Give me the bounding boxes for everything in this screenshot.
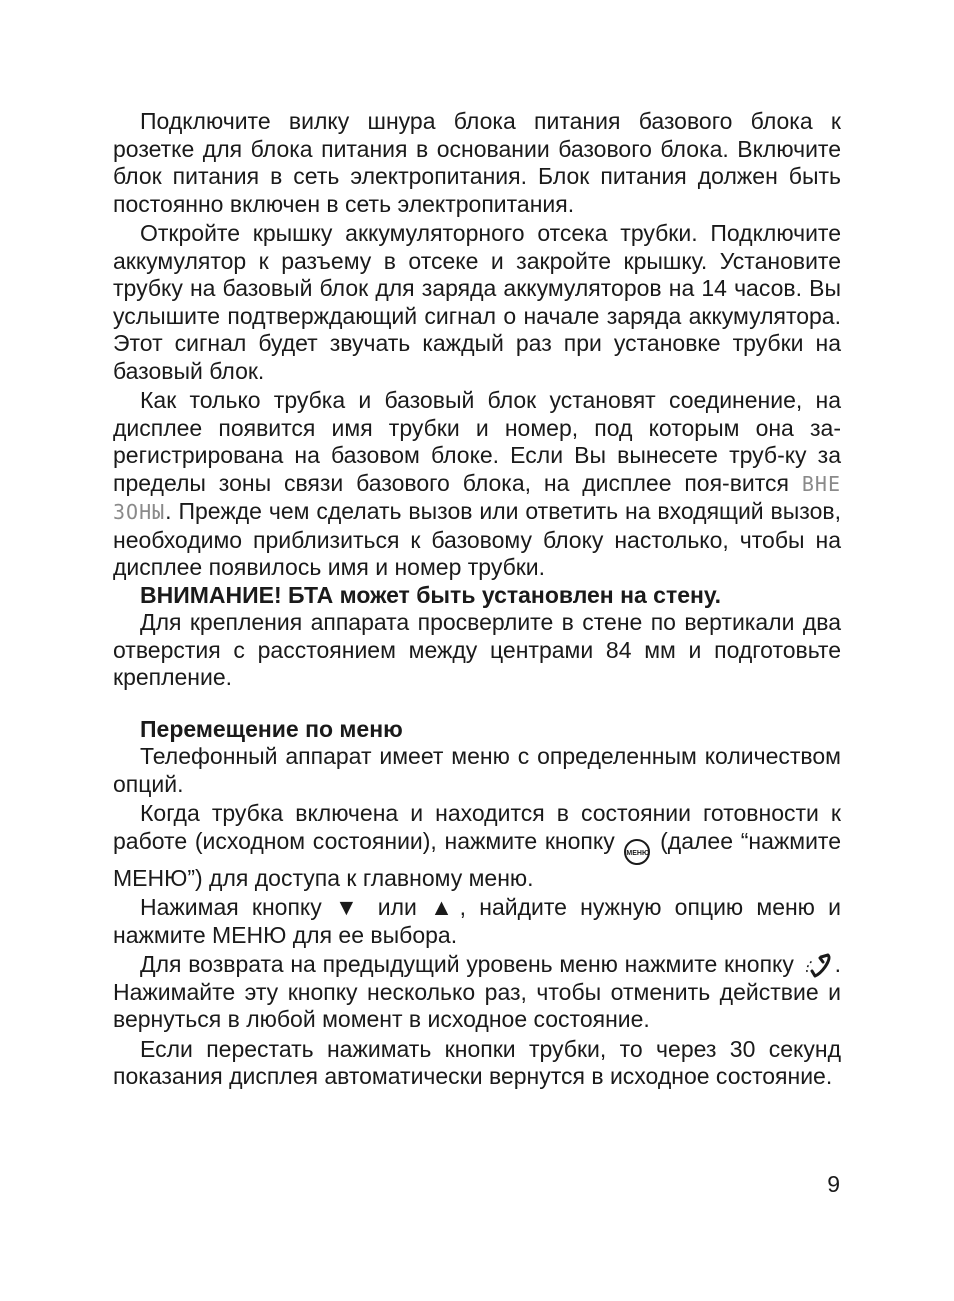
paragraph-timeout: Если перестать нажимать кнопки трубки, то через 30 секунд показания дисплея автоматически вернутся в исходное состояние. xyxy=(113,1035,841,1089)
menu-back-text-start: Для возврата на предыдущий уровень меню нажмите кнопку xyxy=(140,951,801,977)
handset-back-icon xyxy=(801,952,835,978)
paragraph-power: Подключите вилку шнура блока питания базового блока к розетке для блока питания в основании базового блока. Включите блок питания в сеть электропитания. Блок питания должен быть постоянно включен в сеть электропитания. xyxy=(113,108,841,217)
paragraph-wall-mount: Для крепления аппарата просверлите в стене по вертикали два отверстия с расстоянием между центрами 84 мм и подготовьте крепление. xyxy=(113,609,841,690)
section-title-menu-navigation: Перемещение по меню xyxy=(140,715,403,742)
paragraph-menu-back xyxy=(113,951,841,1034)
lcd-out-of-range-text: ВНЕ ЗОНЫ xyxy=(113,471,841,524)
page-number: 9 xyxy=(827,1171,840,1197)
connection-text-start: Как только трубка и базовый блок установят соединение, на дисплее появится имя трубки и номер, под которым она за-регистрирована на базовом блоке. Если Вы вынесете труб-ку за пределы зоны связи базового блока, на дисплее поя-вится xyxy=(113,387,841,496)
menu-open-text-end: (далее “нажмите МЕНЮ”) для доступа к главному меню. xyxy=(113,827,841,891)
section-spacer xyxy=(113,692,841,716)
paragraph-menu-scroll: Нажимая кнопку ▼ или ▲, найдите нужную опцию меню и нажмите МЕНЮ для ее выбора. xyxy=(113,894,841,948)
paragraph-menu-intro: Телефонный аппарат имеет меню с определенным количеством опций. xyxy=(113,743,841,797)
paragraph-battery: Откройте крышку аккумуляторного отсека трубки. Подключите аккумулятор к разъему в отсеке и закройте крышку. Установите трубку на базовый блок для заряда аккумуляторов на 14 часов. Вы услышите подтверждающий сигнал о начале заряда аккумулятора. Этот сигнал будет звучать каждый раз при установке трубки на базовый блок. xyxy=(113,220,841,384)
connection-text-end: . Прежде чем сделать вызов или ответить на входящий вызов, необходимо приблизиться к базовому блоку настолько, чтобы на дисплее появилось имя и номер трубки. xyxy=(113,498,841,580)
menu-button-label: МЕНЮ xyxy=(626,849,650,857)
paragraph-connection xyxy=(113,387,841,582)
manual-page xyxy=(113,108,841,1091)
paragraph-menu-open xyxy=(113,800,841,892)
menu-back-text-end: . Нажимайте эту кнопку несколько раз, чтобы отменить действие и вернуться в любой момент в исходное состояние. xyxy=(113,951,841,1032)
wall-mount-warning: ВНИМАНИЕ! БТА может быть установлен на стену. xyxy=(140,581,722,608)
menu-button-icon xyxy=(624,839,650,865)
menu-open-text-start: Когда трубка включена и находится в состоянии готовности к работе (исходном состоянии), нажмите кнопку xyxy=(113,800,841,854)
